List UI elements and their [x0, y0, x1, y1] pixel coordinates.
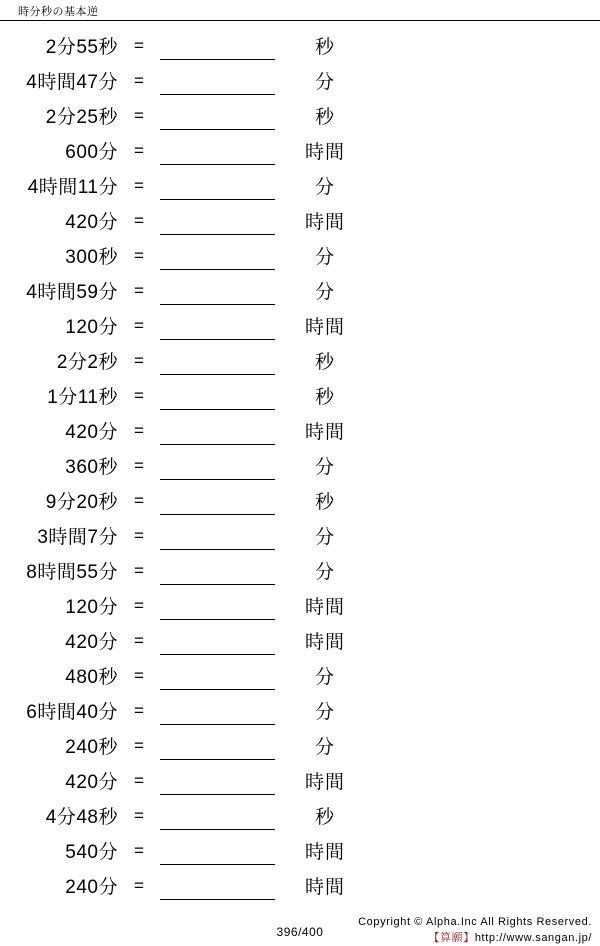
problem-expression: 4分48秒: [45, 807, 118, 828]
answer-blank[interactable]: [160, 807, 275, 830]
problem-row: [0, 448, 600, 483]
problem-expression: 9分20秒: [45, 492, 118, 513]
answer-blank[interactable]: [160, 667, 275, 690]
equals-sign: =: [134, 700, 144, 720]
footer: [358, 914, 592, 946]
problem-expression: 2分2秒: [56, 352, 118, 373]
problem-expression: 6時間40分: [26, 702, 118, 723]
answer-blank[interactable]: [160, 352, 275, 375]
answer-unit: 時間: [304, 772, 345, 793]
answer-blank[interactable]: [160, 317, 275, 340]
problem-row: [0, 483, 600, 518]
answer-unit: 時間: [304, 842, 345, 863]
problem-row: [0, 553, 600, 588]
problem-row: [0, 868, 600, 903]
equals-sign: =: [134, 560, 144, 580]
answer-blank[interactable]: [160, 702, 275, 725]
equals-sign: =: [134, 210, 144, 230]
problem-expression: 240秒: [65, 737, 118, 758]
answer-blank[interactable]: [160, 282, 275, 305]
equals-sign: =: [134, 770, 144, 790]
site-url: http://www.sangan.jp/: [474, 932, 592, 944]
problem-expression: 480秒: [65, 667, 118, 688]
problem-row: [0, 238, 600, 273]
answer-blank[interactable]: [160, 632, 275, 655]
answer-unit: 分: [314, 72, 335, 93]
answer-unit: 秒: [314, 352, 335, 373]
equals-sign: =: [134, 35, 144, 55]
equals-sign: =: [134, 315, 144, 335]
problem-row: [0, 798, 600, 833]
answer-blank[interactable]: [160, 212, 275, 235]
copyright-text: Copyright © Alpha.Inc All Rights Reserved.: [358, 916, 592, 928]
answer-blank[interactable]: [160, 527, 275, 550]
problem-row: [0, 343, 600, 378]
problem-expression: 8時間55分: [26, 562, 118, 583]
problem-row: [0, 378, 600, 413]
answer-unit: 分: [314, 667, 335, 688]
answer-blank[interactable]: [160, 772, 275, 795]
problem-row: [0, 623, 600, 658]
title-divider: [0, 20, 600, 21]
problem-row: [0, 658, 600, 693]
equals-sign: =: [134, 70, 144, 90]
problem-expression: 420分: [65, 632, 118, 653]
problem-row: [0, 133, 600, 168]
answer-blank[interactable]: [160, 177, 275, 200]
problem-row: [0, 98, 600, 133]
problem-row: [0, 308, 600, 343]
problem-expression: 600分: [65, 142, 118, 163]
equals-sign: =: [134, 385, 144, 405]
problem-expression: 120分: [65, 317, 118, 338]
answer-unit: 分: [314, 247, 335, 268]
answer-unit: 分: [314, 177, 335, 198]
problem-row: [0, 168, 600, 203]
problem-expression: 4時間59分: [26, 282, 118, 303]
problem-expression: 240分: [65, 877, 118, 898]
answer-blank[interactable]: [160, 597, 275, 620]
equals-sign: =: [134, 840, 144, 860]
equals-sign: =: [134, 875, 144, 895]
answer-unit: 時間: [304, 877, 345, 898]
problem-expression: 2分25秒: [45, 107, 118, 128]
answer-unit: 時間: [304, 212, 345, 233]
site-brand: 【算願】: [428, 932, 475, 944]
problem-expression: 420分: [65, 212, 118, 233]
problem-expression: 420分: [65, 422, 118, 443]
equals-sign: =: [134, 420, 144, 440]
problem-row: [0, 833, 600, 868]
equals-sign: =: [134, 350, 144, 370]
problem-row: [0, 728, 600, 763]
equals-sign: =: [134, 175, 144, 195]
page-title: 時分秒の基本逆: [18, 6, 99, 18]
answer-unit: 秒: [314, 807, 335, 828]
problem-row: [0, 518, 600, 553]
equals-sign: =: [134, 455, 144, 475]
equals-sign: =: [134, 665, 144, 685]
answer-blank[interactable]: [160, 877, 275, 900]
answer-unit: 秒: [314, 107, 335, 128]
answer-blank[interactable]: [160, 37, 275, 60]
equals-sign: =: [134, 490, 144, 510]
problem-list: [0, 28, 600, 903]
answer-blank[interactable]: [160, 107, 275, 130]
equals-sign: =: [134, 245, 144, 265]
page-number: 396/400: [276, 925, 324, 939]
answer-blank[interactable]: [160, 737, 275, 760]
answer-unit: 時間: [304, 422, 345, 443]
answer-unit: 時間: [304, 142, 345, 163]
answer-unit: 時間: [304, 632, 345, 653]
equals-sign: =: [134, 735, 144, 755]
problem-expression: 4時間11分: [27, 177, 118, 198]
answer-unit: 分: [314, 282, 335, 303]
answer-blank[interactable]: [160, 492, 275, 515]
problem-expression: 420分: [65, 772, 118, 793]
problem-expression: 4時間47分: [26, 72, 118, 93]
answer-blank[interactable]: [160, 247, 275, 270]
answer-blank[interactable]: [160, 457, 275, 480]
equals-sign: =: [134, 140, 144, 160]
problem-row: [0, 273, 600, 308]
problem-row: [0, 63, 600, 98]
answer-unit: 分: [314, 562, 335, 583]
equals-sign: =: [134, 105, 144, 125]
answer-unit: 分: [314, 527, 335, 548]
problem-row: [0, 693, 600, 728]
answer-blank[interactable]: [160, 422, 275, 445]
problem-row: [0, 588, 600, 623]
problem-expression: 120分: [65, 597, 118, 618]
answer-blank[interactable]: [160, 842, 275, 865]
equals-sign: =: [134, 525, 144, 545]
answer-unit: 分: [314, 737, 335, 758]
answer-unit: 時間: [304, 317, 345, 338]
problem-row: [0, 203, 600, 238]
problem-row: [0, 763, 600, 798]
problem-expression: 1分11秒: [47, 387, 118, 408]
answer-unit: 分: [314, 457, 335, 478]
answer-unit: 分: [314, 702, 335, 723]
answer-blank[interactable]: [160, 562, 275, 585]
answer-blank[interactable]: [160, 142, 275, 165]
problem-expression: 3時間7分: [37, 527, 118, 548]
equals-sign: =: [134, 595, 144, 615]
equals-sign: =: [134, 805, 144, 825]
equals-sign: =: [134, 280, 144, 300]
problem-row: [0, 413, 600, 448]
answer-blank[interactable]: [160, 72, 275, 95]
problem-expression: 360秒: [65, 457, 118, 478]
answer-unit: 時間: [304, 597, 345, 618]
answer-blank[interactable]: [160, 387, 275, 410]
problem-row: [0, 28, 600, 63]
equals-sign: =: [134, 630, 144, 650]
site-link[interactable]: [358, 930, 592, 946]
answer-unit: 秒: [314, 387, 335, 408]
problem-expression: 2分55秒: [45, 37, 118, 58]
problem-expression: 300秒: [65, 247, 118, 268]
problem-expression: 540分: [65, 842, 118, 863]
answer-unit: 秒: [314, 37, 335, 58]
answer-unit: 秒: [314, 492, 335, 513]
